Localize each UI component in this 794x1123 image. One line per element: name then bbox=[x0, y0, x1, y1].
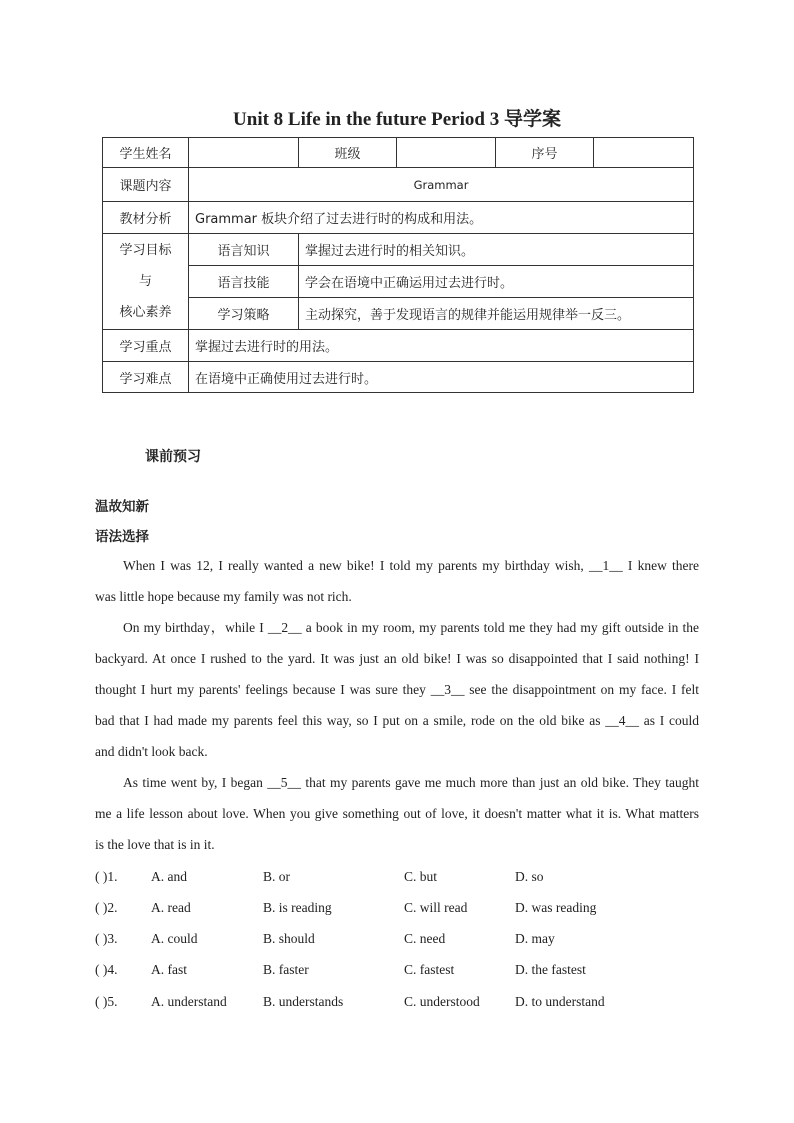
section-preview-heading: 课前预习 bbox=[145, 449, 201, 465]
option-b: B. or bbox=[263, 869, 290, 884]
class-label: 班级 bbox=[299, 138, 397, 168]
option-b: B. should bbox=[263, 931, 315, 946]
answer-bracket[interactable]: ( )3. bbox=[95, 931, 118, 946]
seq-field[interactable] bbox=[594, 138, 694, 168]
passage-line: thought I hurt my parents' feelings because I was sure they __3__ see the disappointment on my face. I felt bbox=[95, 682, 699, 697]
passage bbox=[95, 550, 699, 860]
passage-line: was little hope because my family was not rich. bbox=[95, 589, 352, 604]
table-row bbox=[103, 362, 694, 393]
analysis-label: 教材分析 bbox=[103, 202, 189, 234]
option-d: D. so bbox=[515, 869, 544, 884]
key-value: 掌握过去进行时的用法。 bbox=[189, 330, 694, 362]
answer-bracket[interactable]: ( )1. bbox=[95, 869, 118, 884]
goal-label: 语言知识 bbox=[189, 234, 299, 266]
passage-line: When I was 12, I really wanted a new bike! I told my parents my birthday wish, __1__ I knew there bbox=[123, 558, 699, 573]
passage-line: On my birthday，while I __2__ a book in my room, my parents told me they had my gift outside in the bbox=[123, 620, 699, 635]
option-a: A. fast bbox=[151, 962, 187, 977]
table-row bbox=[103, 234, 694, 266]
option-c: C. will read bbox=[404, 900, 468, 915]
option-d: D. the fastest bbox=[515, 962, 586, 977]
name-label: 学生姓名 bbox=[103, 138, 189, 168]
option-d: D. may bbox=[515, 931, 555, 946]
passage-line: As time went by, I began __5__ that my parents gave me much more than just an old bike. They taught bbox=[123, 775, 699, 790]
topic-label: 课题内容 bbox=[103, 168, 189, 202]
analysis-value: Grammar 板块介绍了过去进行时的构成和用法。 bbox=[189, 202, 694, 234]
passage-line: is the love that is in it. bbox=[95, 837, 215, 852]
passage-line: backyard. At once I rushed to the yard. It was just an old bike! I was so disappointed that I said nothing! I bbox=[95, 651, 699, 666]
section-grammar-heading: 语法选择 bbox=[95, 529, 149, 545]
difficulty-label: 学习难点 bbox=[103, 362, 189, 393]
goals-label bbox=[103, 234, 189, 330]
page-title: Unit 8 Life in the future Period 3 导学案 bbox=[233, 109, 561, 130]
option-b: B. understands bbox=[263, 994, 344, 1009]
passage-line: me a life lesson about love. When you give something out of love, it doesn't matter what it is. What matters bbox=[95, 806, 699, 821]
key-label: 学习重点 bbox=[103, 330, 189, 362]
option-c: C. fastest bbox=[404, 962, 455, 977]
passage-line: bad that I had made my parents feel this way, so I put on a smile, rode on the old bike as __4__ as I could bbox=[95, 713, 699, 728]
seq-label: 序号 bbox=[496, 138, 594, 168]
difficulty-value: 在语境中正确使用过去进行时。 bbox=[189, 362, 694, 393]
goal-label: 学习策略 bbox=[189, 298, 299, 330]
table-row bbox=[103, 298, 694, 330]
goal-label: 语言技能 bbox=[189, 266, 299, 298]
answer-bracket[interactable]: ( )4. bbox=[95, 962, 118, 977]
table-row bbox=[103, 266, 694, 298]
option-a: A. understand bbox=[151, 994, 227, 1009]
section-review-heading: 温故知新 bbox=[95, 499, 149, 515]
info-table bbox=[102, 137, 694, 393]
class-field[interactable] bbox=[397, 138, 496, 168]
table-row bbox=[103, 138, 694, 168]
answer-bracket[interactable]: ( )5. bbox=[95, 994, 118, 1009]
goals-label-line: 与 bbox=[138, 274, 152, 289]
goal-value: 主动探究，善于发现语言的规律并能运用规律举一反三。 bbox=[299, 298, 694, 330]
table-row bbox=[103, 168, 694, 202]
option-a: A. could bbox=[151, 931, 198, 946]
goal-value: 掌握过去进行时的相关知识。 bbox=[299, 234, 694, 266]
option-a: A. and bbox=[151, 869, 187, 884]
option-c: C. need bbox=[404, 931, 446, 946]
option-c: C. but bbox=[404, 869, 438, 884]
option-b: B. is reading bbox=[263, 900, 332, 915]
option-d: D. to understand bbox=[515, 994, 605, 1009]
goals-label-line: 核心素养 bbox=[119, 305, 172, 320]
goal-value: 学会在语境中正确运用过去进行时。 bbox=[299, 266, 694, 298]
option-c: C. understood bbox=[404, 994, 480, 1009]
answer-bracket[interactable]: ( )2. bbox=[95, 900, 118, 915]
goals-label-line: 学习目标 bbox=[119, 243, 172, 258]
passage-line: and didn't look back. bbox=[95, 744, 208, 759]
table-row bbox=[103, 202, 694, 234]
option-a: A. read bbox=[151, 900, 191, 915]
name-field[interactable] bbox=[189, 138, 299, 168]
option-d: D. was reading bbox=[515, 900, 597, 915]
option-b: B. faster bbox=[263, 962, 309, 977]
topic-value: Grammar bbox=[189, 168, 694, 202]
table-row bbox=[103, 330, 694, 362]
